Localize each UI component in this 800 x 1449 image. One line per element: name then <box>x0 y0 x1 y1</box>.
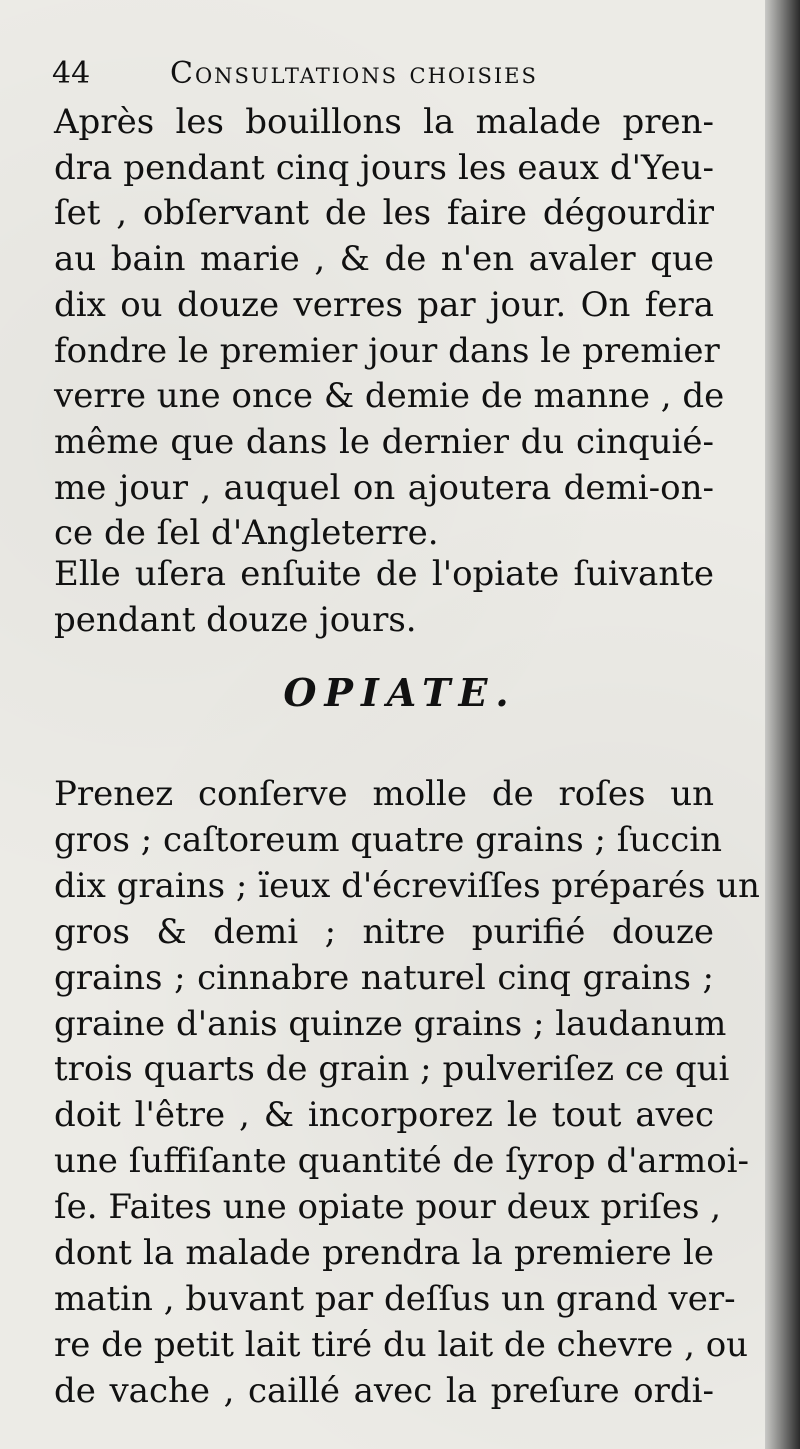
paragraph-bouillons <box>54 100 725 557</box>
text-line: dont la malade prendra la premiere le <box>54 1233 714 1274</box>
text-line: re de petit lait tiré du lait de chevre , ou <box>54 1324 749 1365</box>
text-line: ce de ſel d'Angleterre. <box>54 513 439 554</box>
text-line: fondre le premier jour dans le premier <box>54 330 720 371</box>
text-line: dra pendant cinq jours les eaux d'Yeu- <box>54 147 714 188</box>
text-line: ſe. Faites une opiate pour deux priſes , <box>54 1187 722 1228</box>
paragraph-recipe <box>54 772 760 1415</box>
text-line: gros & demi ; nitre purifié douze <box>54 911 714 952</box>
text-line: trois quarts de grain ; pulveriſez ce qui <box>54 1049 730 1090</box>
text-line: Elle uſera enſuite de l'opiate ſuivante <box>54 554 714 594</box>
section-heading: OPIATE. <box>283 670 517 715</box>
text-line: dix ou douze verres par jour. On fera <box>54 284 714 325</box>
text-line: grains ; cinnabre naturel cinq grains ; <box>54 957 714 998</box>
text-line: même que dans le dernier du cinquié- <box>54 421 714 462</box>
page-header <box>52 56 652 100</box>
text-line: gros ; caſtoreum quatre grains ; ſuccin <box>54 819 723 860</box>
text-line: ſet , obſervant de les faire dégourdir <box>54 193 714 234</box>
text-line: doit l'être , & incorporez le tout avec <box>54 1095 714 1136</box>
text-line: au bain marie , & de n'en avaler que <box>54 239 714 280</box>
book-gutter <box>765 0 800 1449</box>
text-line: me jour , auquel on ajoutera demi-on- <box>54 467 714 508</box>
running-head: Consultations choisies <box>170 56 538 91</box>
text-line: pendant douze jours. <box>54 599 417 640</box>
text-line: graine d'anis quinze grains ; laudanum <box>54 1003 727 1044</box>
text-line: une ſuffiſante quantité de ſyrop d'armoi- <box>54 1141 750 1182</box>
text-line: Après les bouillons la malade pren- <box>54 102 714 142</box>
text-line: matin , buvant par deſſus un grand ver- <box>54 1278 736 1319</box>
page-number: 44 <box>52 56 91 91</box>
text-line: verre une once & demie de manne , de <box>54 376 725 417</box>
text-line: de vache , caillé avec la preſure ordi- <box>54 1370 714 1411</box>
text-line: Prenez conſerve molle de roſes un <box>54 774 714 814</box>
paragraph-opiate-intro <box>54 552 714 643</box>
text-line: dix grains ; ïeux d'écreviſſes préparés un <box>54 865 760 906</box>
